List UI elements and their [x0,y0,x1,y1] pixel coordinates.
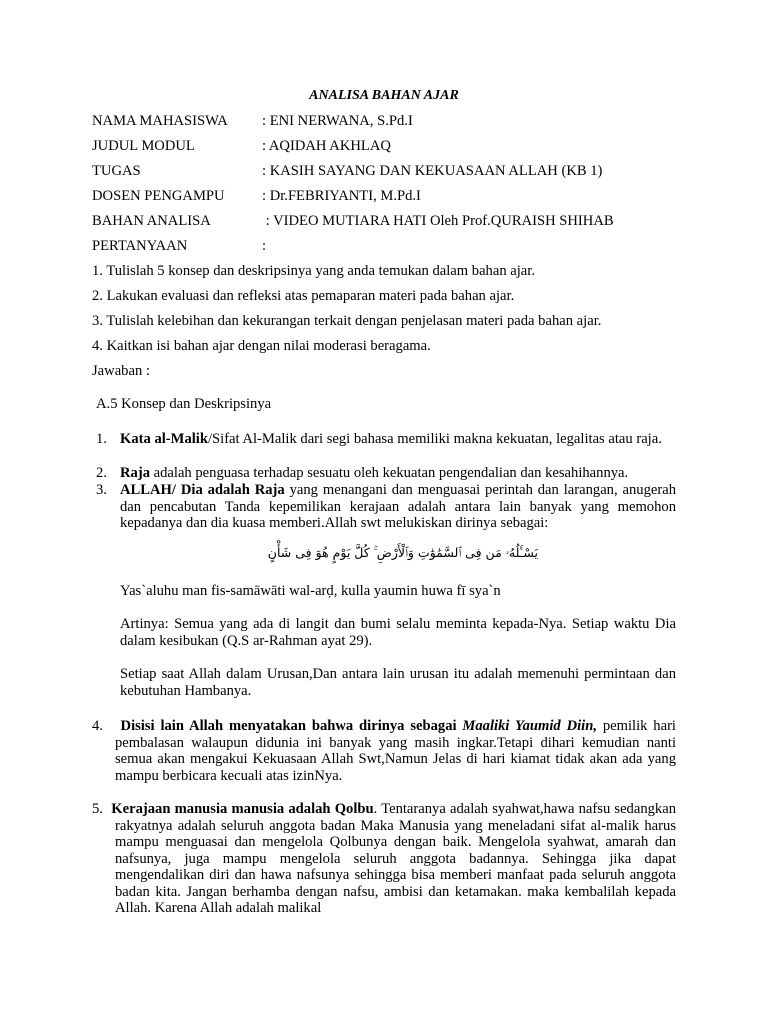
list-number: 4. [92,718,103,734]
field-label: BAHAN ANALISA [92,213,211,229]
section-heading: A.5 Konsep dan Deskripsinya [96,396,272,412]
concept-term: Kerajaan manusia manusia adalah Qolbu [111,801,374,817]
list-item-5 [92,801,676,917]
concept-text: adalah penguasa terhadap sesuatu oleh kekuatan pengendalian dan kesahihannya. [150,465,629,481]
list-number: 1. [96,431,107,447]
field-value: : Dr.FEBRIYANTI, M.Pd.I [262,188,421,204]
question-4: 4. Kaitkan isi bahan ajar dengan nilai moderasi beragama. [92,338,431,354]
concept-term: Disisi lain Allah menyatakan bahwa dirinya sebagai [120,718,463,734]
concept-text: . Tentaranya adalah syahwat,hawa nafsu sedangkan rakyatnya adalah seluruh anggota badan Maka Manusia yang meneladani sifat al-malik harus mampu menguasai dan mengelola Qolbunya dengan baik. Mengelola syahwat, amarah dan nafsunya, juga mampu mengelola seluruh anggota badannya. Sehingga jika dapat mengendalikan diri dan hawa nafsunya sehingga bisa memberi manfaat pada seluruh anggota badan kita. Jangan berhamba dengan nafsu, ambisi dan ketamakan. maka kembalilah kepada Allah. Karena Allah adalah malikal [115,801,676,916]
field-value: : KASIH SAYANG DAN KEKUASAAN ALLAH (KB 1) [262,163,603,179]
field-dosen-pengampu [92,188,421,205]
field-bahan-analisa [92,213,614,230]
field-label: TUGAS [92,163,141,179]
concept-term-italic: Maaliki Yaumid Diin, [462,718,597,734]
list-number: 5. [92,801,103,817]
list-item-2 [96,465,676,482]
field-label: PERTANYAAN [92,238,188,254]
field-value: : [262,238,267,254]
field-tugas [92,163,602,180]
list-number: 3. [96,482,107,498]
question-2: 2. Lakukan evaluasi dan refleksi atas pemaparan materi pada bahan ajar. [92,288,515,304]
verse-translation: Artinya: Semua yang ada di langit dan bumi selalu meminta kepada-Nya. Setiap waktu Dia dalam kesibukan (Q.S ar-Rahman ayat 29). [120,616,676,649]
explanation-paragraph: Setiap saat Allah dalam Urusan,Dan antara lain urusan itu adalah memenuhi permintaan dan kebutuhan Hambanya. [120,666,676,699]
concept-term: Kata al-Malik [120,431,208,447]
field-value: : VIDEO MUTIARA HATI Oleh Prof.QURAISH SHIHAB [262,213,614,229]
field-value: : AQIDAH AKHLAQ [262,138,391,154]
question-1: 1. Tulislah 5 konsep dan deskripsinya yang anda temukan dalam bahan ajar. [92,263,535,279]
field-label: NAMA MAHASISWA [92,113,228,129]
field-label: JUDUL MODUL [92,138,195,154]
list-item-1 [96,431,676,448]
list-item-4 [92,718,676,784]
field-nama-mahasiswa [92,113,413,130]
transliteration: Yas`aluhu man fis-samāwāti wal-arḍ, kulla yaumin huwa fī sya`n [120,583,501,599]
list-number: 2. [96,465,107,481]
field-label: DOSEN PENGAMPU [92,188,225,204]
field-pertanyaan [92,238,266,255]
concept-text: /Sifat Al-Malik dari segi bahasa memiliki makna kekuatan, legalitas atau raja. [207,431,662,447]
field-value: : ENI NERWANA, S.Pd.I [262,113,413,129]
arabic-verse: يَسْـَٔلُهُۥ مَن فِى ٱلسَّمَٰوَٰتِ وَٱلْأَرْضِ ۚ كُلَّ يَوْمٍ هُوَ فِى شَأْنٍ [267,545,538,560]
concept-text: yang menangani dan menguasai perintah dan larangan, anugerah dan pencabutan Tanda kepemilikan kerajaan adalah antara lain banyak yang memohon kepadanya dan dia kuasa memberi.Allah swt melukiskan dirinya sebagai: [120,482,676,531]
question-3: 3. Tulislah kelebihan dan kekurangan terkait dengan penjelasan materi pada bahan ajar. [92,313,602,329]
list-item-3 [96,482,676,532]
concept-term: ALLAH/ Dia adalah Raja [120,482,285,498]
answer-label: Jawaban : [92,363,150,379]
field-judul-modul [92,138,391,155]
concept-text: pemilik hari pembalasan walaupun didunia ini banyak yang masih ingkar.Tetapi dihari kemudian nanti semua akan mengakui Kekuasaan Allah Swt,Namun Jelas di hari kiamat tidak akan ada yang mampu berbicara kecuali atas izinNya. [115,718,676,784]
document-title: ANALISA BAHAN AJAR [309,88,459,103]
concept-term: Raja [120,465,150,481]
